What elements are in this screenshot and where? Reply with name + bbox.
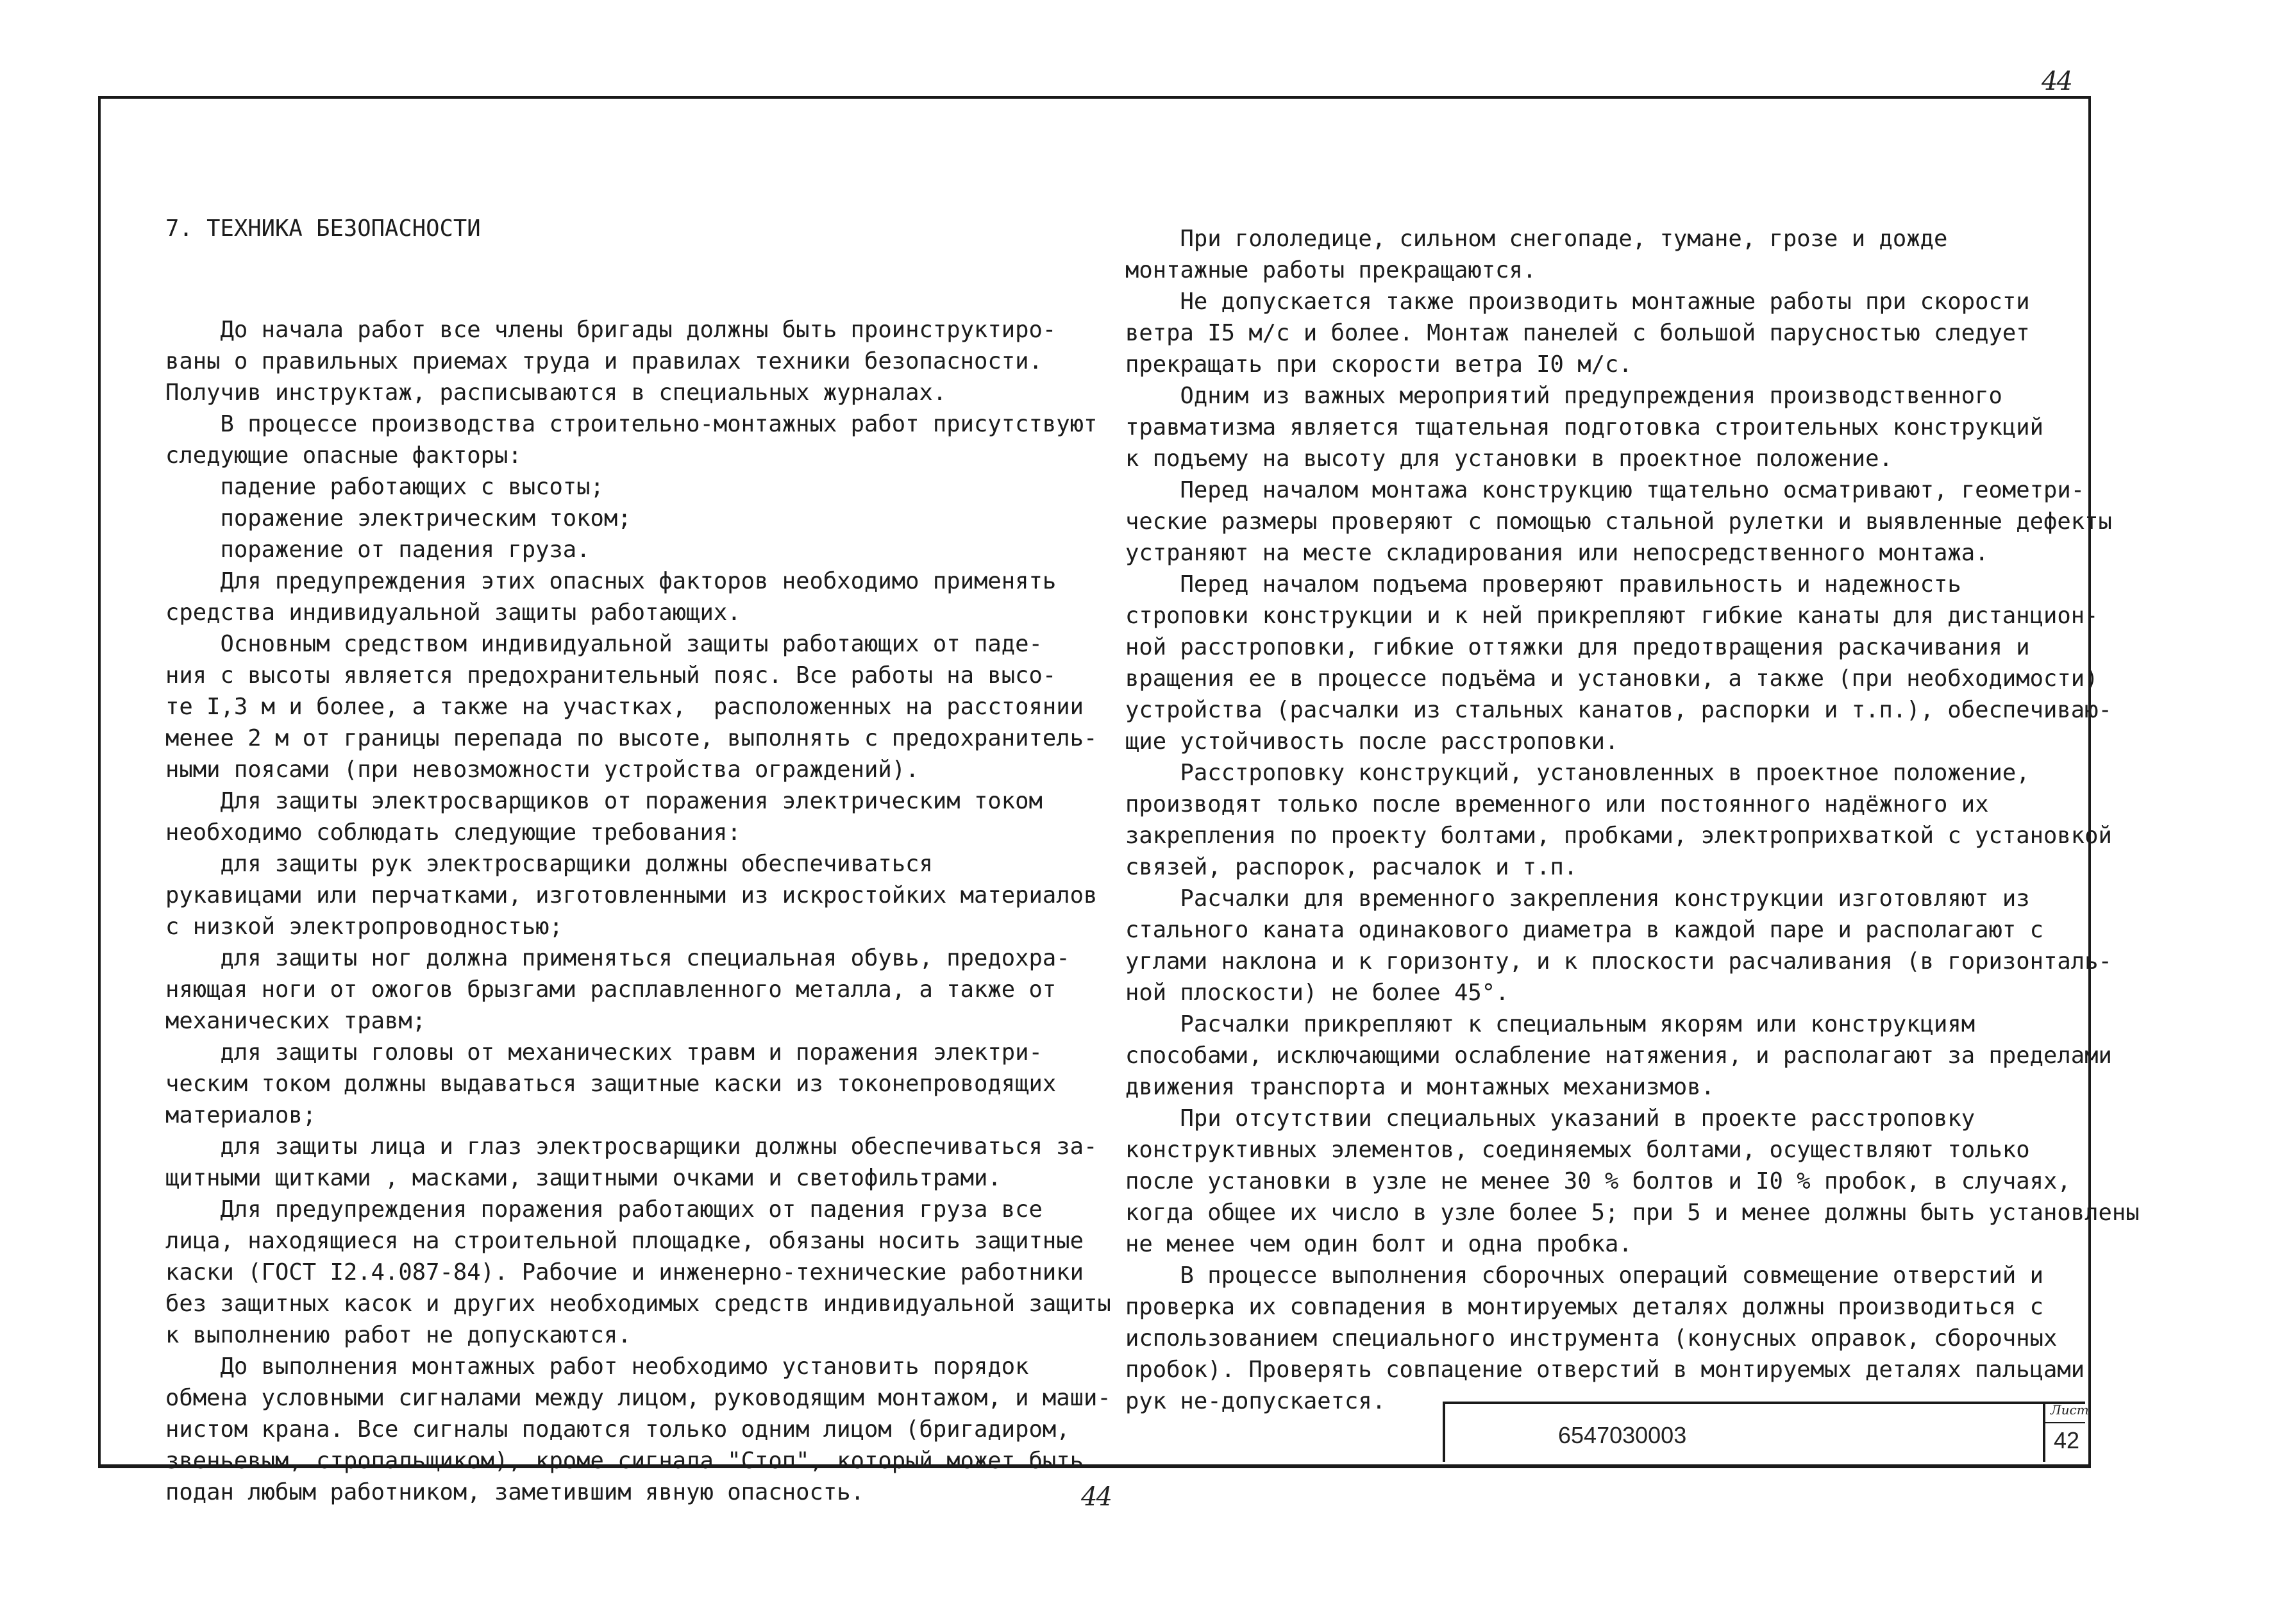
stamp-top-border bbox=[1444, 1402, 2085, 1404]
document-code: 6547030003 bbox=[1558, 1422, 1687, 1448]
right-column bbox=[1125, 160, 2140, 1448]
left-text-line: ния с высоты является предохранительный пояс. Все работы на высо- bbox=[165, 662, 1057, 689]
right-text-line: закрепления по проекту болтами, пробками, электроприхваткой с установкой bbox=[1125, 823, 2112, 849]
right-text-line: когда общее их число в узле более 5; при 5 и менее должны быть установлены bbox=[1125, 1200, 2140, 1226]
right-text-line: прекращать при скорости ветра I0 м/с. bbox=[1125, 351, 1632, 378]
right-text-line: ной плоскости) не более 45°. bbox=[1125, 980, 1509, 1006]
right-text-line: Перед началом монтажа конструкцию тщательно осматривают, геометри- bbox=[1125, 477, 2085, 503]
left-text-line: поражение от падения груза. bbox=[165, 537, 591, 563]
left-text-line: В процессе производства строительно-монтажных работ присутствуют bbox=[165, 411, 1098, 437]
right-text-line: проверка их совпадения в монтируемых деталях должны производиться с bbox=[1125, 1294, 2043, 1320]
right-text-line: строповки конструкции и к ней прикрепляют гибкие канаты для дистанцион- bbox=[1125, 603, 2099, 629]
left-text-line: к выполнению работ не допускаются. bbox=[165, 1322, 632, 1348]
right-text-line: использованием специального инструмента (конусных оправок, сборочных bbox=[1125, 1325, 2058, 1352]
right-text-line: ветра I5 м/с и более. Монтаж панелей с большой парусностью следует bbox=[1125, 320, 2030, 346]
right-column-lines bbox=[1125, 223, 2140, 1417]
right-text-line: травматизма является тщательная подготовка строительных конструкций bbox=[1125, 414, 2043, 440]
right-text-line: Одним из важных мероприятий предупреждения производственного bbox=[1125, 383, 2002, 409]
left-text-line: Для защиты электросварщиков от поражения электрическим током bbox=[165, 788, 1043, 814]
right-text-line: Расстроповку конструкций, установленных в проектное положение, bbox=[1125, 760, 2030, 786]
right-text-line: движения транспорта и монтажных механизмов. bbox=[1125, 1074, 1715, 1100]
right-text-line: вращения ее в процессе подъёма и установки, а также (при необходимости) bbox=[1125, 666, 2099, 692]
right-text-line: Расчалки прикрепляют к специальным якорям или конструкциям bbox=[1125, 1011, 1975, 1037]
right-text-line: Не допускается также производить монтажные работы при скорости bbox=[1125, 289, 2030, 315]
left-text-line: щитными щитками , масками, защитными очками и светофильтрами. bbox=[165, 1165, 1002, 1191]
left-text-line: для защиты рук электросварщики должны обеспечиваться bbox=[165, 851, 933, 877]
left-text-line: лица, находящиеся на строительной площадке, обязаны носить защитные bbox=[165, 1228, 1084, 1254]
left-text-line: Для предупреждения поражения работающих от падения груза все bbox=[165, 1196, 1043, 1223]
page-number-top: 44 bbox=[2042, 67, 2072, 96]
left-column-lines bbox=[165, 314, 1111, 1508]
left-text-line: поражение электрическим током; bbox=[165, 505, 632, 532]
stamp-sheet-divider bbox=[2045, 1422, 2085, 1423]
left-text-line: средства индивидуальной защиты работающих. bbox=[165, 599, 741, 626]
left-text-line: менее 2 м от границы перепада по высоте, выполнять с предохранитель- bbox=[165, 725, 1098, 751]
right-text-line: рук не-допускается. bbox=[1125, 1388, 1386, 1414]
right-text-line: углами наклона и к горизонту, и к плоскости расчаливания (в горизонталь- bbox=[1125, 948, 2112, 975]
right-text-line: конструктивных элементов, соединяемых болтами, осуществляют только bbox=[1125, 1137, 2030, 1163]
left-text-line: необходимо соблюдать следующие требования: bbox=[165, 819, 741, 846]
right-text-line: монтажные работы прекращаются. bbox=[1125, 257, 1537, 283]
left-text-line: ческим током должны выдаваться защитные каски из токонепроводящих bbox=[165, 1071, 1057, 1097]
left-text-line: звеньевым, стропальщиком), кроме сигнала "Стоп", который может быть bbox=[165, 1448, 1084, 1474]
left-text-line: Для предупреждения этих опасных факторов необходимо применять bbox=[165, 568, 1057, 594]
left-text-line: Получив инструктаж, расписываются в специальных журналах. bbox=[165, 380, 947, 406]
right-text-line: связей, распорок, расчалок и т.п. bbox=[1125, 854, 1578, 880]
left-text-line: Основным средством индивидуальной защиты работающих от паде- bbox=[165, 631, 1043, 657]
right-text-line: способами, исключающими ослабление натяжения, и располагают за пределами bbox=[1125, 1042, 2112, 1069]
left-text-line: для защиты головы от механических травм и поражения электри- bbox=[165, 1039, 1043, 1066]
stamp-divider-left bbox=[1443, 1402, 1445, 1462]
right-text-line: не менее чем один болт и одна пробка. bbox=[1125, 1231, 1632, 1257]
right-text-line: стального каната одинакового диаметра в каждой паре и располагают с bbox=[1125, 917, 2043, 943]
right-text-line: пробок). Проверять совпацение отверстий в монтируемых деталях пальцами bbox=[1125, 1357, 2085, 1383]
left-text-line: без защитных касок и других необходимых средств индивидуальной защиты bbox=[165, 1291, 1111, 1317]
left-text-line: ваны о правильных приемах труда и правилах техники безопасности. bbox=[165, 348, 1043, 374]
right-text-line: Расчалки для временного закрепления конструкции изготовляют из bbox=[1125, 885, 2030, 912]
right-text-line: к подъему на высоту для установки в проектное положение. bbox=[1125, 446, 1893, 472]
right-text-line: При отсутствии специальных указаний в проекте расстроповку bbox=[1125, 1105, 1975, 1132]
right-text-line: после установки в узле не менее 30 % болтов и I0 % пробок, в случаях, bbox=[1125, 1168, 2071, 1194]
left-text-line: нистом крана. Все сигналы подаются только одним лицом (бригадиром, bbox=[165, 1416, 1070, 1443]
sheet-number: 42 bbox=[2054, 1427, 2080, 1453]
sheet-label: Лист bbox=[2051, 1402, 2089, 1418]
left-text-line: механических травм; bbox=[165, 1008, 426, 1034]
left-text-line: обмена условными сигналами между лицом, руководящим монтажом, и маши- bbox=[165, 1385, 1111, 1411]
section-title: 7. ТЕХНИКА БЕЗОПАСНОСТИ bbox=[165, 215, 481, 242]
right-text-line: производят только после временного или постоянного надёжного их bbox=[1125, 791, 1989, 817]
left-text-line: падение работающих с высоты; bbox=[165, 474, 604, 500]
left-text-line: следующие опасные факторы: bbox=[165, 442, 522, 469]
left-text-line: ными поясами (при невозможности устройства ограждений). bbox=[165, 757, 919, 783]
left-text-line: с низкой электропроводностью; bbox=[165, 914, 563, 940]
left-text-line: те I,3 м и более, а также на участках, расположенных на расстоянии bbox=[165, 694, 1084, 720]
stamp-divider-right bbox=[2043, 1402, 2045, 1462]
right-text-line: устраняют на месте складирования или непосредственного монтажа. bbox=[1125, 540, 1989, 566]
left-text-line: рукавицами или перчатками, изготовленными из искростойких материалов bbox=[165, 882, 1098, 908]
right-text-line: Перед началом подъема проверяют правильность и надежность bbox=[1125, 571, 1961, 598]
left-text-line: материалов; bbox=[165, 1102, 317, 1128]
left-text-line: До выполнения монтажных работ необходимо установить порядок bbox=[165, 1353, 1029, 1380]
left-text-line: няющая ноги от ожогов брызгами расплавленного металла, а также от bbox=[165, 976, 1057, 1003]
page-number-bottom: 44 bbox=[1081, 1482, 1111, 1512]
left-text-line: подан любым работником, заметившим явную опасность. bbox=[165, 1479, 865, 1505]
right-text-line: ной расстроповки, гибкие оттяжки для предотвращения раскачивания и bbox=[1125, 634, 2030, 660]
right-text-line: щие устойчивость после расстроповки. bbox=[1125, 728, 1619, 755]
left-text-line: для защиты ног должна применяться специальная обувь, предохра- bbox=[165, 945, 1070, 971]
left-text-line: каски (ГОСТ I2.4.087-84). Рабочие и инженерно-технические работники bbox=[165, 1259, 1084, 1285]
right-text-line: В процессе выполнения сборочных операций совмещение отверстий и bbox=[1125, 1262, 2043, 1289]
left-column bbox=[165, 150, 1111, 1539]
right-text-line: При гололедице, сильном снегопаде, тумане, грозе и дожде bbox=[1125, 226, 1948, 252]
right-text-line: устройства (расчалки из стальных канатов, распорки и т.п.), обеспечиваю- bbox=[1125, 697, 2112, 723]
left-text-line: До начала работ все члены бригады должны быть проинструктиро- bbox=[165, 317, 1057, 343]
left-text-line: для защиты лица и глаз электросварщики должны обеспечиваться за- bbox=[165, 1134, 1098, 1160]
right-text-line: ческие размеры проверяют с помощью стальной рулетки и выявленные дефекты bbox=[1125, 508, 2112, 535]
